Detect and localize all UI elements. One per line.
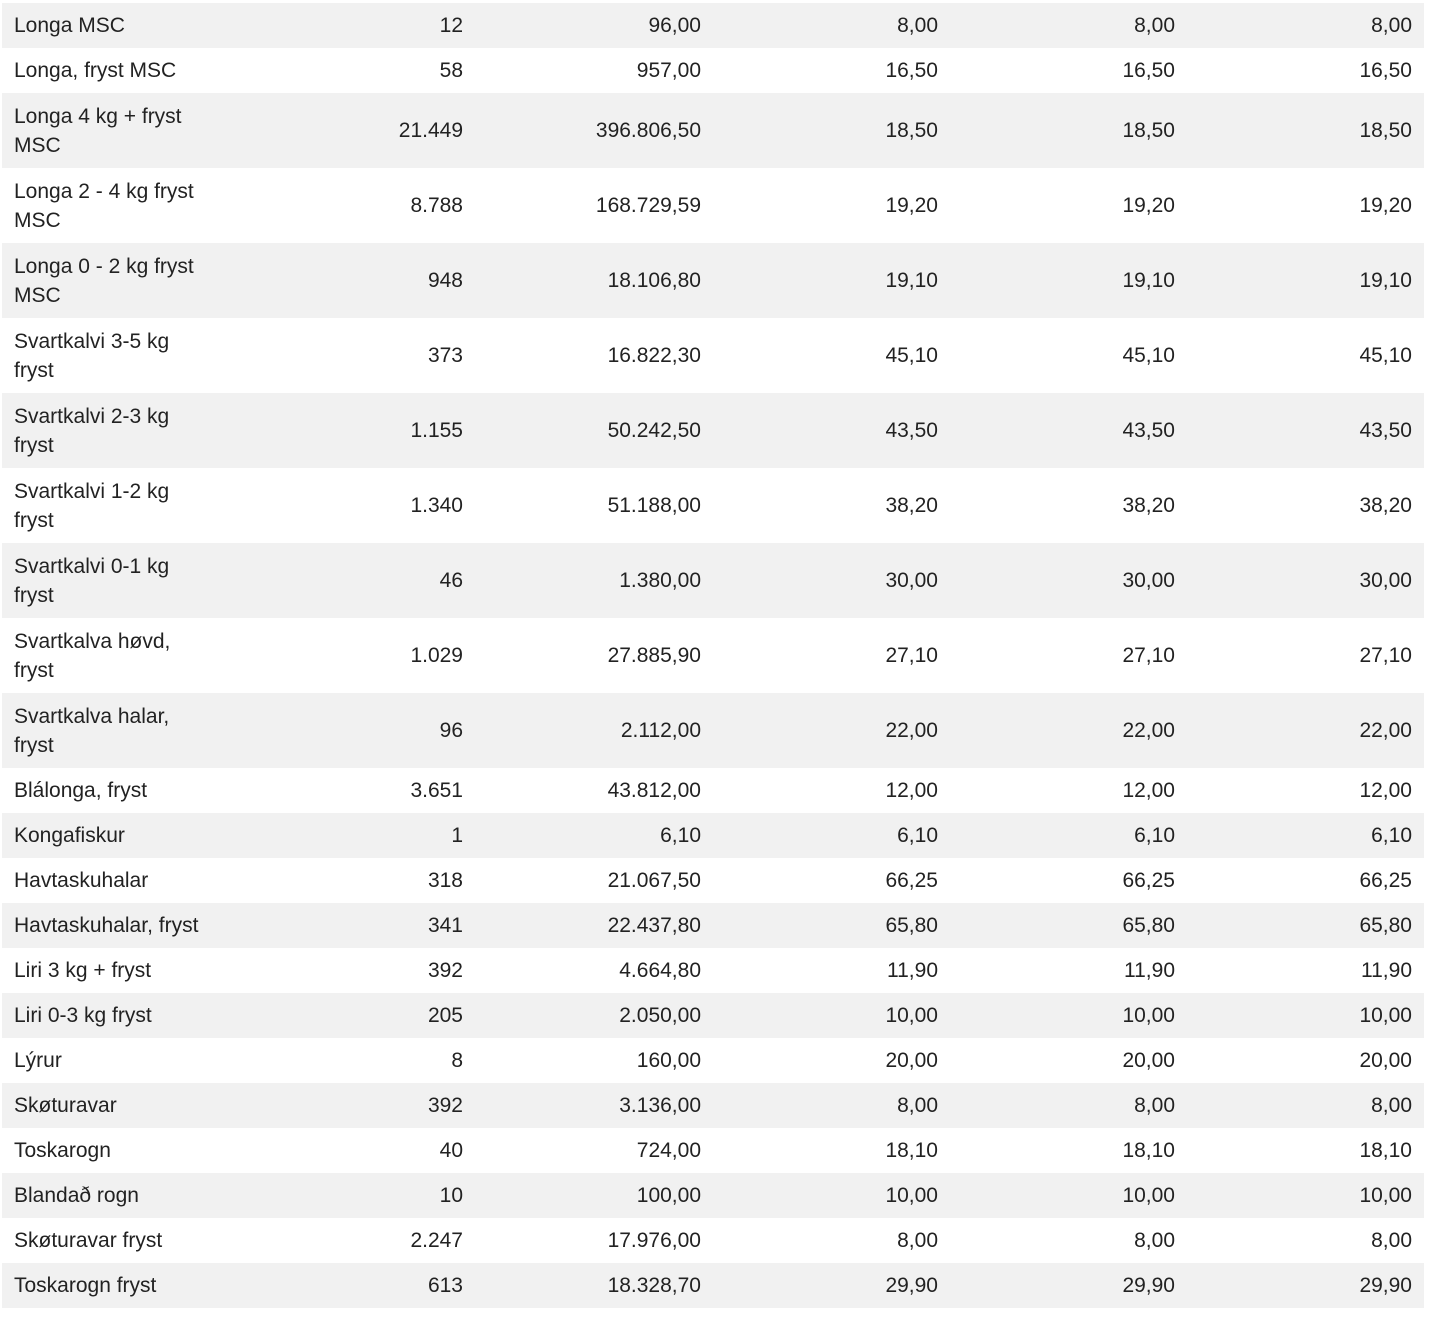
price-cell-2: 30,00: [950, 543, 1187, 618]
price-cell-3: 38,20: [1187, 468, 1424, 543]
species-name: Svartkalva halar, fryst: [14, 704, 170, 757]
quantity-cell: 341: [227, 903, 475, 948]
quantity-cell: 373: [227, 318, 475, 393]
price-cell-3: 20,00: [1187, 1038, 1424, 1083]
price-cell-2: 20,00: [950, 1038, 1187, 1083]
price-cell-1: 8,00: [713, 1083, 950, 1128]
table-row: [2, 768, 1424, 813]
total-value-cell: 17.976,00: [475, 1218, 713, 1263]
price-cell-1: 45,10: [713, 318, 950, 393]
quantity-cell: 96: [227, 693, 475, 768]
species-name: Kongafiskur: [14, 824, 125, 847]
price-cell-3: 11,90: [1187, 948, 1424, 993]
species-name: Longa 2 - 4 kg fryst MSC: [14, 179, 194, 232]
table-row: [2, 543, 1424, 618]
price-cell-1: 43,50: [713, 393, 950, 468]
table-row: [2, 93, 1424, 168]
quantity-cell: 8: [227, 1038, 475, 1083]
table-row: [2, 393, 1424, 468]
quantity-cell: 205: [227, 993, 475, 1038]
price-cell-1: 8,00: [713, 1218, 950, 1263]
price-cell-3: 19,10: [1187, 243, 1424, 318]
price-table: [2, 3, 1424, 1308]
price-cell-3: 16,50: [1187, 48, 1424, 93]
price-cell-3: 12,00: [1187, 768, 1424, 813]
quantity-cell: 3.651: [227, 768, 475, 813]
price-cell-1: 16,50: [713, 48, 950, 93]
price-cell-1: 6,10: [713, 813, 950, 858]
quantity-cell: 58: [227, 48, 475, 93]
species-name: Longa 0 - 2 kg fryst MSC: [14, 254, 194, 307]
price-cell-2: 8,00: [950, 1083, 1187, 1128]
quantity-cell: 1.340: [227, 468, 475, 543]
species-cell: [2, 1083, 227, 1128]
table-row: [2, 3, 1424, 48]
price-cell-1: 22,00: [713, 693, 950, 768]
quantity-cell: 392: [227, 948, 475, 993]
table-row: [2, 993, 1424, 1038]
table-body: [2, 3, 1424, 1308]
quantity-cell: 8.788: [227, 168, 475, 243]
species-name: Toskarogn fryst: [14, 1274, 157, 1297]
quantity-cell: 21.449: [227, 93, 475, 168]
table-row: [2, 1083, 1424, 1128]
species-cell: [2, 393, 227, 468]
price-cell-1: 10,00: [713, 1173, 950, 1218]
species-cell: [2, 243, 227, 318]
price-cell-1: 20,00: [713, 1038, 950, 1083]
price-cell-2: 45,10: [950, 318, 1187, 393]
price-cell-3: 8,00: [1187, 3, 1424, 48]
species-name: Havtaskuhalar: [14, 869, 149, 892]
total-value-cell: 160,00: [475, 1038, 713, 1083]
price-cell-1: 66,25: [713, 858, 950, 903]
price-cell-3: 18,50: [1187, 93, 1424, 168]
total-value-cell: 1.380,00: [475, 543, 713, 618]
species-cell: [2, 1128, 227, 1173]
table-row: [2, 948, 1424, 993]
table-row: [2, 618, 1424, 693]
price-cell-2: 8,00: [950, 3, 1187, 48]
price-cell-1: 38,20: [713, 468, 950, 543]
table-row: [2, 168, 1424, 243]
table-row: [2, 318, 1424, 393]
quantity-cell: 2.247: [227, 1218, 475, 1263]
quantity-cell: 613: [227, 1263, 475, 1308]
price-cell-2: 29,90: [950, 1263, 1187, 1308]
total-value-cell: 27.885,90: [475, 618, 713, 693]
species-cell: [2, 858, 227, 903]
price-cell-3: 27,10: [1187, 618, 1424, 693]
total-value-cell: 51.188,00: [475, 468, 713, 543]
species-cell: [2, 48, 227, 93]
total-value-cell: 3.136,00: [475, 1083, 713, 1128]
species-name: Svartkalvi 2-3 kg fryst: [14, 404, 170, 457]
price-cell-1: 10,00: [713, 993, 950, 1038]
price-cell-1: 19,20: [713, 168, 950, 243]
price-cell-1: 29,90: [713, 1263, 950, 1308]
total-value-cell: 22.437,80: [475, 903, 713, 948]
quantity-cell: 392: [227, 1083, 475, 1128]
table-row: [2, 1263, 1424, 1308]
species-cell: [2, 693, 227, 768]
price-table-container: [2, 3, 1424, 1308]
price-cell-3: 45,10: [1187, 318, 1424, 393]
species-name: Toskarogn: [14, 1139, 111, 1162]
price-cell-2: 16,50: [950, 48, 1187, 93]
species-name: Longa MSC: [14, 14, 125, 37]
price-cell-1: 27,10: [713, 618, 950, 693]
price-cell-2: 27,10: [950, 618, 1187, 693]
price-cell-2: 10,00: [950, 993, 1187, 1038]
table-row: [2, 468, 1424, 543]
total-value-cell: 96,00: [475, 3, 713, 48]
total-value-cell: 2.112,00: [475, 693, 713, 768]
price-cell-2: 11,90: [950, 948, 1187, 993]
species-name: Svartkalvi 3-5 kg fryst: [14, 329, 170, 382]
price-cell-2: 19,10: [950, 243, 1187, 318]
total-value-cell: 16.822,30: [475, 318, 713, 393]
species-name: Havtaskuhalar, fryst: [14, 914, 199, 937]
price-cell-2: 8,00: [950, 1218, 1187, 1263]
price-cell-3: 18,10: [1187, 1128, 1424, 1173]
price-cell-2: 6,10: [950, 813, 1187, 858]
total-value-cell: 43.812,00: [475, 768, 713, 813]
total-value-cell: 957,00: [475, 48, 713, 93]
total-value-cell: 4.664,80: [475, 948, 713, 993]
species-cell: [2, 1263, 227, 1308]
total-value-cell: 6,10: [475, 813, 713, 858]
price-cell-1: 65,80: [713, 903, 950, 948]
species-name: Longa 4 kg + fryst MSC: [14, 104, 182, 157]
species-cell: [2, 768, 227, 813]
total-value-cell: 50.242,50: [475, 393, 713, 468]
table-row: [2, 1173, 1424, 1218]
species-name: Blandað rogn: [14, 1184, 139, 1207]
quantity-cell: 1.029: [227, 618, 475, 693]
species-name: Liri 3 kg + fryst: [14, 959, 152, 982]
table-row: [2, 1218, 1424, 1263]
price-cell-2: 22,00: [950, 693, 1187, 768]
price-cell-1: 30,00: [713, 543, 950, 618]
species-cell: [2, 168, 227, 243]
species-cell: [2, 3, 227, 48]
price-cell-2: 38,20: [950, 468, 1187, 543]
price-cell-1: 11,90: [713, 948, 950, 993]
price-cell-1: 18,50: [713, 93, 950, 168]
total-value-cell: 21.067,50: [475, 858, 713, 903]
price-cell-3: 19,20: [1187, 168, 1424, 243]
species-name: Longa, fryst MSC: [14, 59, 177, 82]
price-cell-2: 18,50: [950, 93, 1187, 168]
species-name: Skøturavar: [14, 1094, 117, 1117]
price-cell-2: 10,00: [950, 1173, 1187, 1218]
price-cell-3: 43,50: [1187, 393, 1424, 468]
species-cell: [2, 543, 227, 618]
quantity-cell: 1.155: [227, 393, 475, 468]
species-cell: [2, 903, 227, 948]
species-cell: [2, 993, 227, 1038]
table-row: [2, 858, 1424, 903]
price-cell-2: 19,20: [950, 168, 1187, 243]
price-cell-3: 22,00: [1187, 693, 1424, 768]
table-row: [2, 48, 1424, 93]
price-cell-3: 29,90: [1187, 1263, 1424, 1308]
price-cell-3: 10,00: [1187, 1173, 1424, 1218]
species-name: Lýrur: [14, 1049, 62, 1072]
price-cell-3: 66,25: [1187, 858, 1424, 903]
price-cell-1: 8,00: [713, 3, 950, 48]
species-name: Liri 0-3 kg fryst: [14, 1004, 152, 1027]
quantity-cell: 948: [227, 243, 475, 318]
total-value-cell: 724,00: [475, 1128, 713, 1173]
species-name: Svartkalvi 0-1 kg fryst: [14, 554, 170, 607]
price-cell-2: 43,50: [950, 393, 1187, 468]
table-row: [2, 1038, 1424, 1083]
price-cell-2: 65,80: [950, 903, 1187, 948]
total-value-cell: 168.729,59: [475, 168, 713, 243]
species-cell: [2, 318, 227, 393]
species-cell: [2, 93, 227, 168]
quantity-cell: 40: [227, 1128, 475, 1173]
species-cell: [2, 1173, 227, 1218]
total-value-cell: 396.806,50: [475, 93, 713, 168]
species-cell: [2, 813, 227, 858]
table-row: [2, 243, 1424, 318]
price-cell-3: 8,00: [1187, 1083, 1424, 1128]
species-cell: [2, 1038, 227, 1083]
table-row: [2, 693, 1424, 768]
table-row: [2, 903, 1424, 948]
price-cell-1: 18,10: [713, 1128, 950, 1173]
species-cell: [2, 948, 227, 993]
table-row: [2, 813, 1424, 858]
price-cell-1: 12,00: [713, 768, 950, 813]
species-name: Blálonga, fryst: [14, 779, 148, 802]
price-cell-3: 30,00: [1187, 543, 1424, 618]
price-cell-2: 18,10: [950, 1128, 1187, 1173]
quantity-cell: 46: [227, 543, 475, 618]
total-value-cell: 18.328,70: [475, 1263, 713, 1308]
species-cell: [2, 1218, 227, 1263]
price-cell-3: 8,00: [1187, 1218, 1424, 1263]
species-cell: [2, 468, 227, 543]
price-cell-3: 6,10: [1187, 813, 1424, 858]
quantity-cell: 1: [227, 813, 475, 858]
quantity-cell: 318: [227, 858, 475, 903]
species-name: Svartkalva høvd, fryst: [14, 629, 171, 682]
price-cell-3: 65,80: [1187, 903, 1424, 948]
total-value-cell: 2.050,00: [475, 993, 713, 1038]
price-cell-2: 12,00: [950, 768, 1187, 813]
species-name: Svartkalvi 1-2 kg fryst: [14, 479, 170, 532]
price-cell-3: 10,00: [1187, 993, 1424, 1038]
total-value-cell: 100,00: [475, 1173, 713, 1218]
price-cell-1: 19,10: [713, 243, 950, 318]
species-cell: [2, 618, 227, 693]
quantity-cell: 12: [227, 3, 475, 48]
quantity-cell: 10: [227, 1173, 475, 1218]
price-cell-2: 66,25: [950, 858, 1187, 903]
table-row: [2, 1128, 1424, 1173]
total-value-cell: 18.106,80: [475, 243, 713, 318]
species-name: Skøturavar fryst: [14, 1229, 163, 1252]
